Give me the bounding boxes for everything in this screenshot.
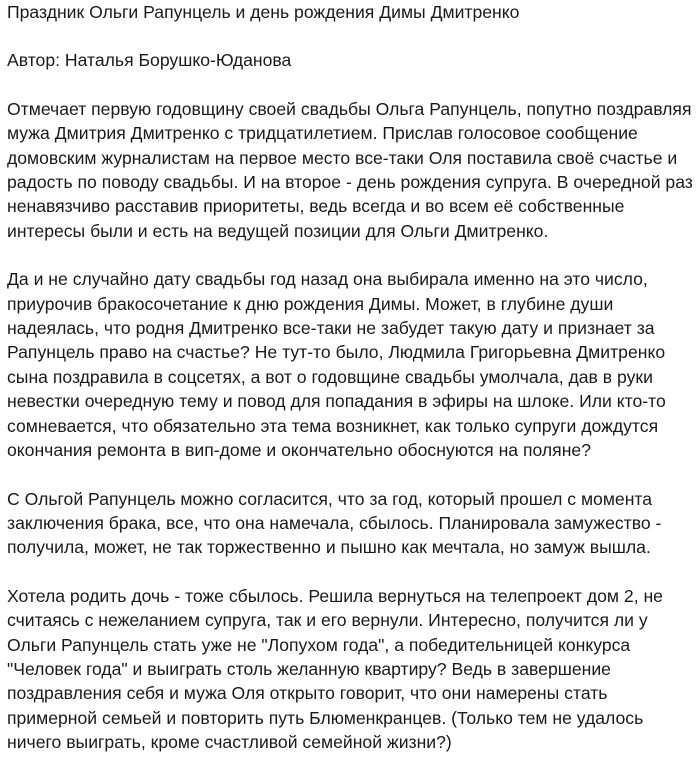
article-title: Праздник Ольги Рапунцель и день рождения Димы Дмитренко xyxy=(7,2,520,22)
article xyxy=(7,0,695,755)
article-paragraph: Хотела родить дочь - тоже сбылось. Решила вернуться на телепроект дом 2, не считаясь с нежеланием супруга, так и его вернули. Интересно, получится ли у Ольги Рапунцель стать уже не "Лопухом года", а победительницей конкурса "Человек года" и выиграть столь желанную квартиру? Ведь в завершение поздравления себя и мужа Оля открыто говорит, что они намерены стать примерной семьей и повторить путь Блюменкранцев. (Только тем не удалось ничего выиграть, кроме счастливой семейной жизни?) xyxy=(7,585,663,753)
article-paragraph: С Ольгой Рапунцель можно согласится, что за год, который прошел с момента заключения брака, все, что она намечала, сбылось. Планировала замужество - получила, может, не так торжественно и пышно как мечтала, но замуж вышла. xyxy=(7,488,662,558)
article-paragraph: Да и не случайно дату свадьбы год назад она выбирала именно на это число, приурочив бракосочетание к дню рождения Димы. Может, в глубине души надеялась, что родня Дмитренко все-таки не забудет такую дату и признает за Рапунцель право на счастье? Не тут-то было, Людмила Григорьевна Дмитренко сына поздравила в соцсетях, а вот о годовщине свадьбы умолчала, дав в руки невестки очередную тему и повод для попадания в эфиры на шлоке. Или кто-то сомневается, что обязательно эта тема возникнет, как только супруги дождутся окончания ремонта в вип-доме и окончательно обоснуются на поляне? xyxy=(7,269,666,461)
article-author: Автор: Наталья Борушко-Юданова xyxy=(7,50,292,71)
article-paragraph: Отмечает первую годовщину своей свадьбы Ольга Рапунцель, попутно поздравляя мужа Дмитрия Дмитренко с тридцатилетием. Прислав голосовое сообщение домовским журналистам на первое место все-таки Оля поставила своё счастье и радость по поводу свадьбы. И на второе - день рождения супруга. В очередной раз ненавязчиво расставив приоритеты, ведь всегда и во всем её собственные интересы были и есть на ведущей позиции для Ольги Дмитренко. xyxy=(7,98,693,241)
